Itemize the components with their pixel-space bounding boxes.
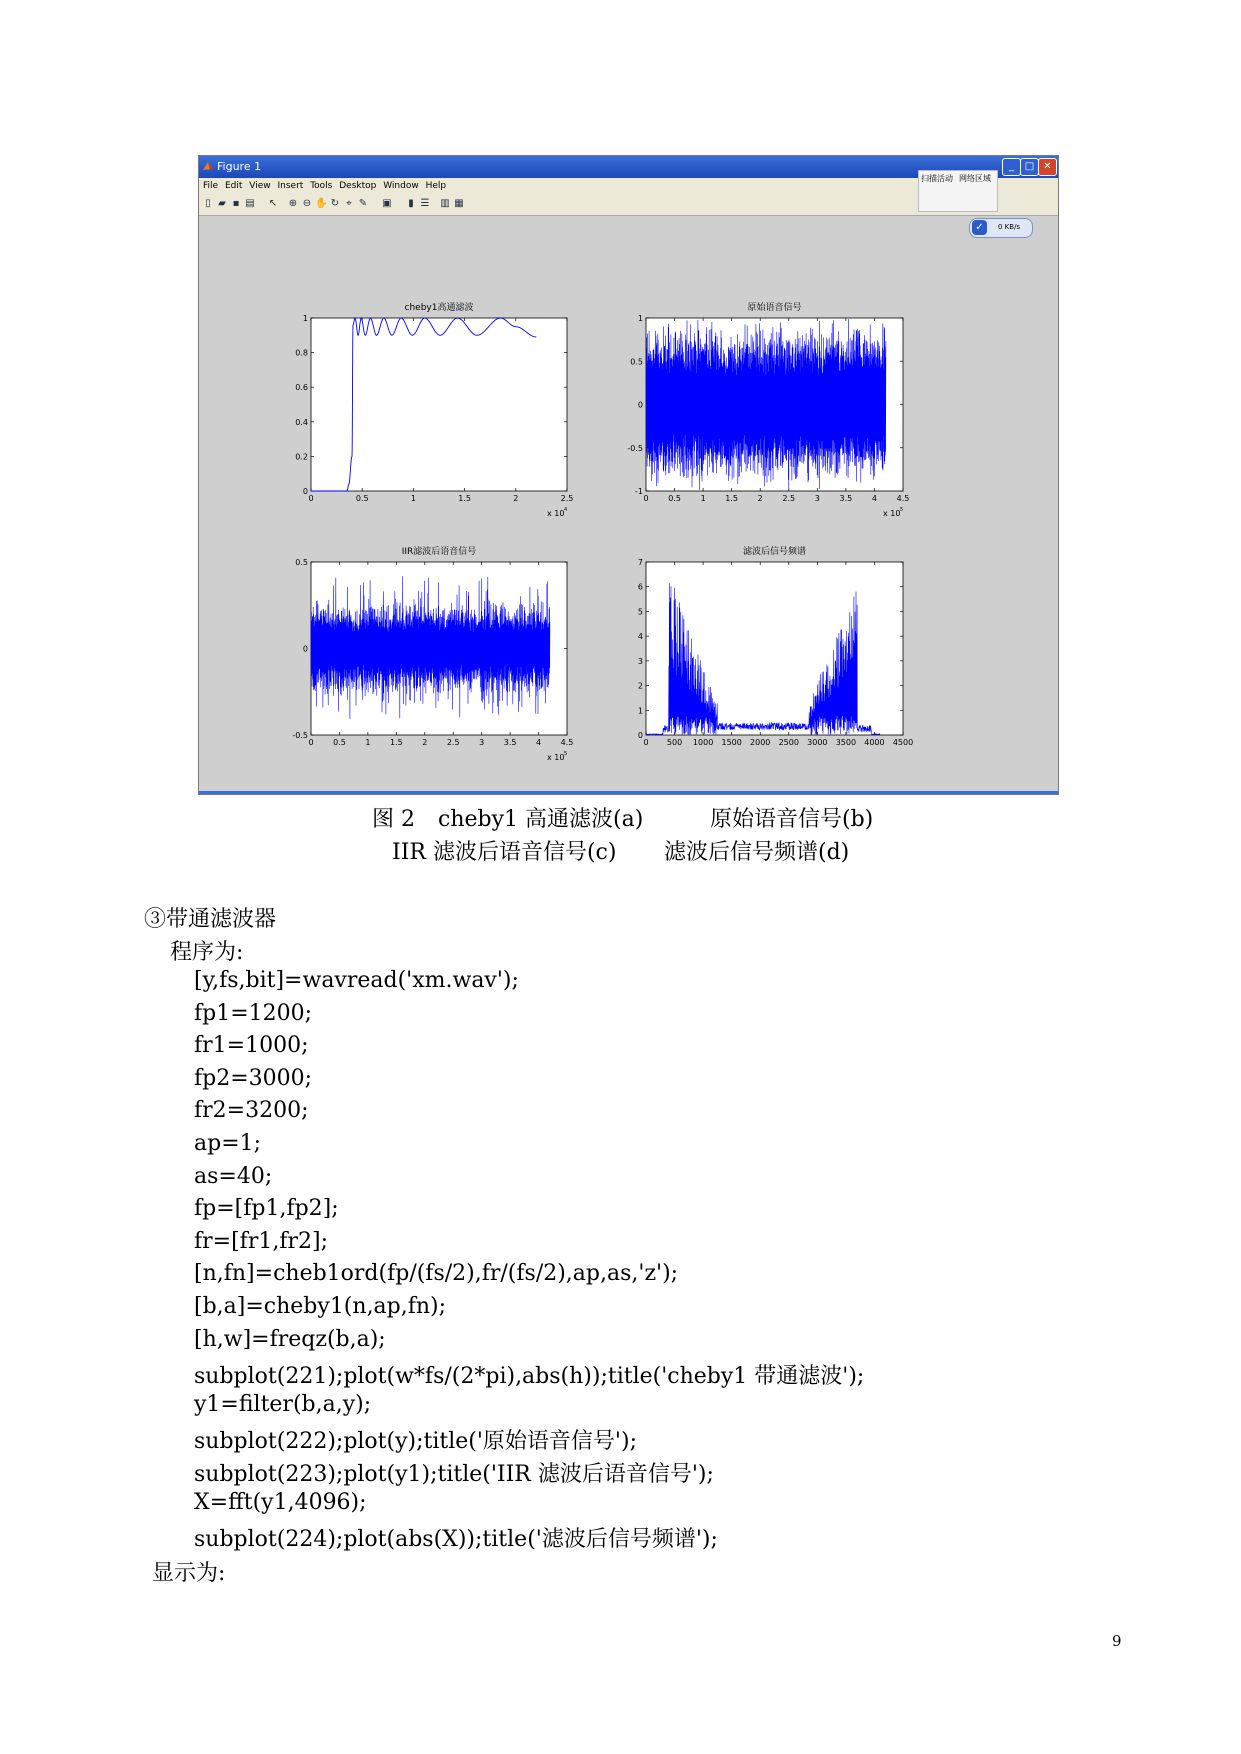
zoom-out-icon[interactable]: ⊖ xyxy=(302,198,312,209)
show-tools-icon[interactable]: ▦ xyxy=(454,198,464,209)
subplot-d-filtered-spectrum xyxy=(638,545,913,747)
x-tick-label: 3500 xyxy=(835,738,857,747)
code-line: ap=1; xyxy=(194,1131,262,1156)
legend-icon[interactable]: ☰ xyxy=(420,198,430,209)
x-tick-label: 4 xyxy=(536,738,542,747)
x-tick-label: 4500 xyxy=(892,738,914,747)
x-tick-label: 1 xyxy=(365,738,371,747)
print-icon[interactable]: ▤ xyxy=(245,198,255,209)
new-figure-icon[interactable]: ▯ xyxy=(205,198,211,209)
y-tick-label: 0.4 xyxy=(295,417,308,427)
x-tick-label: 4 xyxy=(871,494,877,503)
code-line: [n,fn]=cheb1ord(fp/(fs/2),fr/(fs/2),ap,as,'z'); xyxy=(194,1261,679,1287)
code-line: fp=[fp1,fp2]; xyxy=(194,1196,339,1222)
open-file-icon[interactable]: ▰ xyxy=(218,198,226,209)
code-line: X=fft(y1,4096); xyxy=(194,1489,367,1515)
rotate-icon[interactable]: ↻ xyxy=(330,198,340,209)
y-tick-label: 6 xyxy=(637,582,643,592)
menu-file[interactable]: File xyxy=(203,181,219,191)
code-line: [h,w]=freqz(b,a); xyxy=(194,1326,386,1352)
menu-desktop[interactable]: Desktop xyxy=(339,181,377,191)
code-line: y1=filter(b,a,y); xyxy=(194,1391,372,1417)
x-tick-label: 0 xyxy=(643,494,649,503)
section-heading: ③带通滤波器 xyxy=(144,907,277,932)
x-tick-label: 3000 xyxy=(807,738,828,747)
page-number: 9 xyxy=(1112,1632,1122,1650)
y-tick-label: 2 xyxy=(637,681,643,691)
code-line: subplot(222);plot(y);title('原始语音信号'); xyxy=(194,1429,637,1455)
plot-area xyxy=(311,318,567,491)
menu-help[interactable]: Help xyxy=(425,181,447,191)
x-tick-label: 0 xyxy=(643,738,649,747)
menu-view[interactable]: View xyxy=(249,181,271,191)
x-tick-label: 4.5 xyxy=(896,494,910,503)
code-line: subplot(223);plot(y1);title('IIR 滤波后语音信号'); xyxy=(194,1462,714,1487)
menu-edit[interactable]: Edit xyxy=(224,181,243,191)
chart-title: 滤波后信号频谱 xyxy=(742,547,807,557)
caption-line1-fig: 图 2 xyxy=(372,807,415,832)
code-line: as=40; xyxy=(194,1163,273,1189)
x-tick-label: 0.5 xyxy=(668,494,681,503)
x-tick-label: 1.5 xyxy=(389,738,403,747)
x-tick-label: 1.5 xyxy=(458,494,471,503)
data-cursor-icon[interactable]: ⌖ xyxy=(346,198,352,209)
y-tick-label: 0.5 xyxy=(630,357,643,367)
y-tick-label: 0 xyxy=(637,731,643,740)
hide-tools-icon[interactable]: ▥ xyxy=(440,198,450,209)
subplot-a-cheby1-highpass xyxy=(295,301,573,518)
code-line: [b,a]=cheby1(n,ap,fn); xyxy=(194,1294,447,1319)
y-tick-label: 0.6 xyxy=(295,383,308,393)
caption-line2-c: IIR 滤波后语音信号(c) xyxy=(392,840,617,865)
edit-plot-icon[interactable]: ↖ xyxy=(268,198,278,209)
link-plot-icon[interactable]: ▣ xyxy=(382,198,392,209)
network-area-label: 网络区域 xyxy=(959,174,991,183)
y-tick-label: -0.5 xyxy=(292,731,308,740)
matlab-figure-window xyxy=(198,155,1059,795)
pan-icon[interactable]: ✋ xyxy=(315,198,328,209)
subplot-c-filtered-signal xyxy=(292,545,573,762)
scan-activity-label: 扫描活动 xyxy=(921,174,953,183)
x-tick-label: 2.5 xyxy=(560,494,574,503)
x-tick-label: 2000 xyxy=(750,738,771,747)
x-exponent-label: x 10 xyxy=(883,509,901,518)
chart-title: 原始语音信号 xyxy=(747,303,802,313)
menu-insert[interactable]: Insert xyxy=(277,181,304,191)
zoom-in-icon[interactable]: ⊕ xyxy=(288,198,298,209)
x-exponent-power: 5 xyxy=(564,751,568,757)
y-tick-label: 5 xyxy=(637,607,643,617)
y-tick-label: 4 xyxy=(637,632,643,642)
caption-line1-a: cheby1 高通滤波(a) xyxy=(438,807,644,832)
subplot-b-original-signal xyxy=(627,301,909,518)
x-tick-label: 2.5 xyxy=(446,738,460,747)
y-tick-label: 3 xyxy=(637,656,643,666)
x-tick-label: 0.5 xyxy=(333,738,346,747)
x-tick-label: 2 xyxy=(422,738,428,747)
y-tick-label: 0.8 xyxy=(295,348,308,358)
y-tick-label: 1 xyxy=(637,314,643,323)
figure-plots-area xyxy=(199,218,1058,790)
minimize-button[interactable]: _ xyxy=(1002,158,1021,176)
x-tick-label: 3 xyxy=(814,494,820,503)
x-exponent-power: 5 xyxy=(900,507,904,513)
program-label: 程序为: xyxy=(170,940,244,965)
x-tick-label: 2500 xyxy=(778,738,799,747)
x-exponent-power: 4 xyxy=(564,507,568,513)
x-tick-label: 1.5 xyxy=(725,494,739,503)
y-tick-label: 1 xyxy=(302,314,308,323)
y-tick-label: 0 xyxy=(302,487,308,496)
code-line: [y,fs,bit]=wavread('xm.wav'); xyxy=(194,968,519,993)
x-exponent-label: x 10 xyxy=(547,509,565,518)
x-tick-label: 2.5 xyxy=(782,494,796,503)
x-tick-label: 0 xyxy=(308,738,314,747)
x-tick-label: 3 xyxy=(479,738,485,747)
x-tick-label: 4000 xyxy=(864,738,885,747)
chart-title: IIR滤波后语音信号 xyxy=(401,547,477,557)
y-tick-label: -0.5 xyxy=(627,443,643,453)
x-tick-label: 0 xyxy=(308,494,314,503)
y-tick-label: 0 xyxy=(302,644,308,654)
code-line: fr=[fr1,fr2]; xyxy=(194,1228,328,1254)
y-tick-label: 0.2 xyxy=(295,452,308,462)
code-line: subplot(224);plot(abs(X));title('滤波后信号频谱'); xyxy=(194,1527,718,1553)
matlab-logo-icon xyxy=(202,160,214,172)
code-line: subplot(221);plot(w*fs/(2*pi),abs(h));title('cheby1 带通滤波'); xyxy=(194,1364,865,1390)
menu-window[interactable]: Window xyxy=(383,181,419,191)
figure-title: Figure 1 xyxy=(217,160,262,173)
menu-tools[interactable]: Tools xyxy=(310,181,333,191)
network-monitor-widget xyxy=(918,170,998,212)
figure-bottom-border xyxy=(199,791,1058,794)
brush-icon[interactable]: ✎ xyxy=(358,198,368,209)
save-icon[interactable]: ▪ xyxy=(232,198,240,209)
x-tick-label: 0.5 xyxy=(355,494,369,503)
x-tick-label: 1000 xyxy=(692,738,714,747)
y-tick-label: 1 xyxy=(637,706,643,716)
x-exponent-label: x 10 xyxy=(547,753,565,762)
x-tick-label: 4.5 xyxy=(560,738,574,747)
y-tick-label: 0 xyxy=(637,400,643,410)
x-tick-label: 1500 xyxy=(721,738,742,747)
display-label: 显示为: xyxy=(152,1561,226,1586)
close-button[interactable]: ✕ xyxy=(1038,158,1057,176)
x-tick-label: 2 xyxy=(757,494,763,503)
x-tick-label: 1 xyxy=(410,494,416,503)
code-line: fp1=1200; xyxy=(194,1000,313,1026)
net-speed-value: 0 KB/s xyxy=(998,223,1021,231)
y-tick-label: -1 xyxy=(635,487,643,496)
code-line: fr2=3200; xyxy=(194,1098,309,1124)
y-tick-label: 0.5 xyxy=(295,558,308,567)
x-tick-label: 3.5 xyxy=(503,738,517,747)
x-tick-label: 3.5 xyxy=(839,494,853,503)
caption-line1-b: 原始语音信号(b) xyxy=(710,807,874,832)
code-line: fr1=1000; xyxy=(194,1033,309,1059)
y-tick-label: 7 xyxy=(637,558,643,567)
code-line: fp2=3000; xyxy=(194,1065,313,1091)
colorbar-icon[interactable]: ▮ xyxy=(408,198,414,209)
x-tick-label: 2 xyxy=(513,494,519,503)
x-tick-label: 1 xyxy=(700,494,706,503)
chart-title: cheby1高通滤波 xyxy=(404,303,474,313)
caption-line2-d: 滤波后信号频谱(d) xyxy=(664,840,850,865)
x-tick-label: 500 xyxy=(666,738,683,747)
maximize-button[interactable]: □ xyxy=(1020,158,1039,176)
speed-arrow-icon: ✓ xyxy=(972,220,987,235)
